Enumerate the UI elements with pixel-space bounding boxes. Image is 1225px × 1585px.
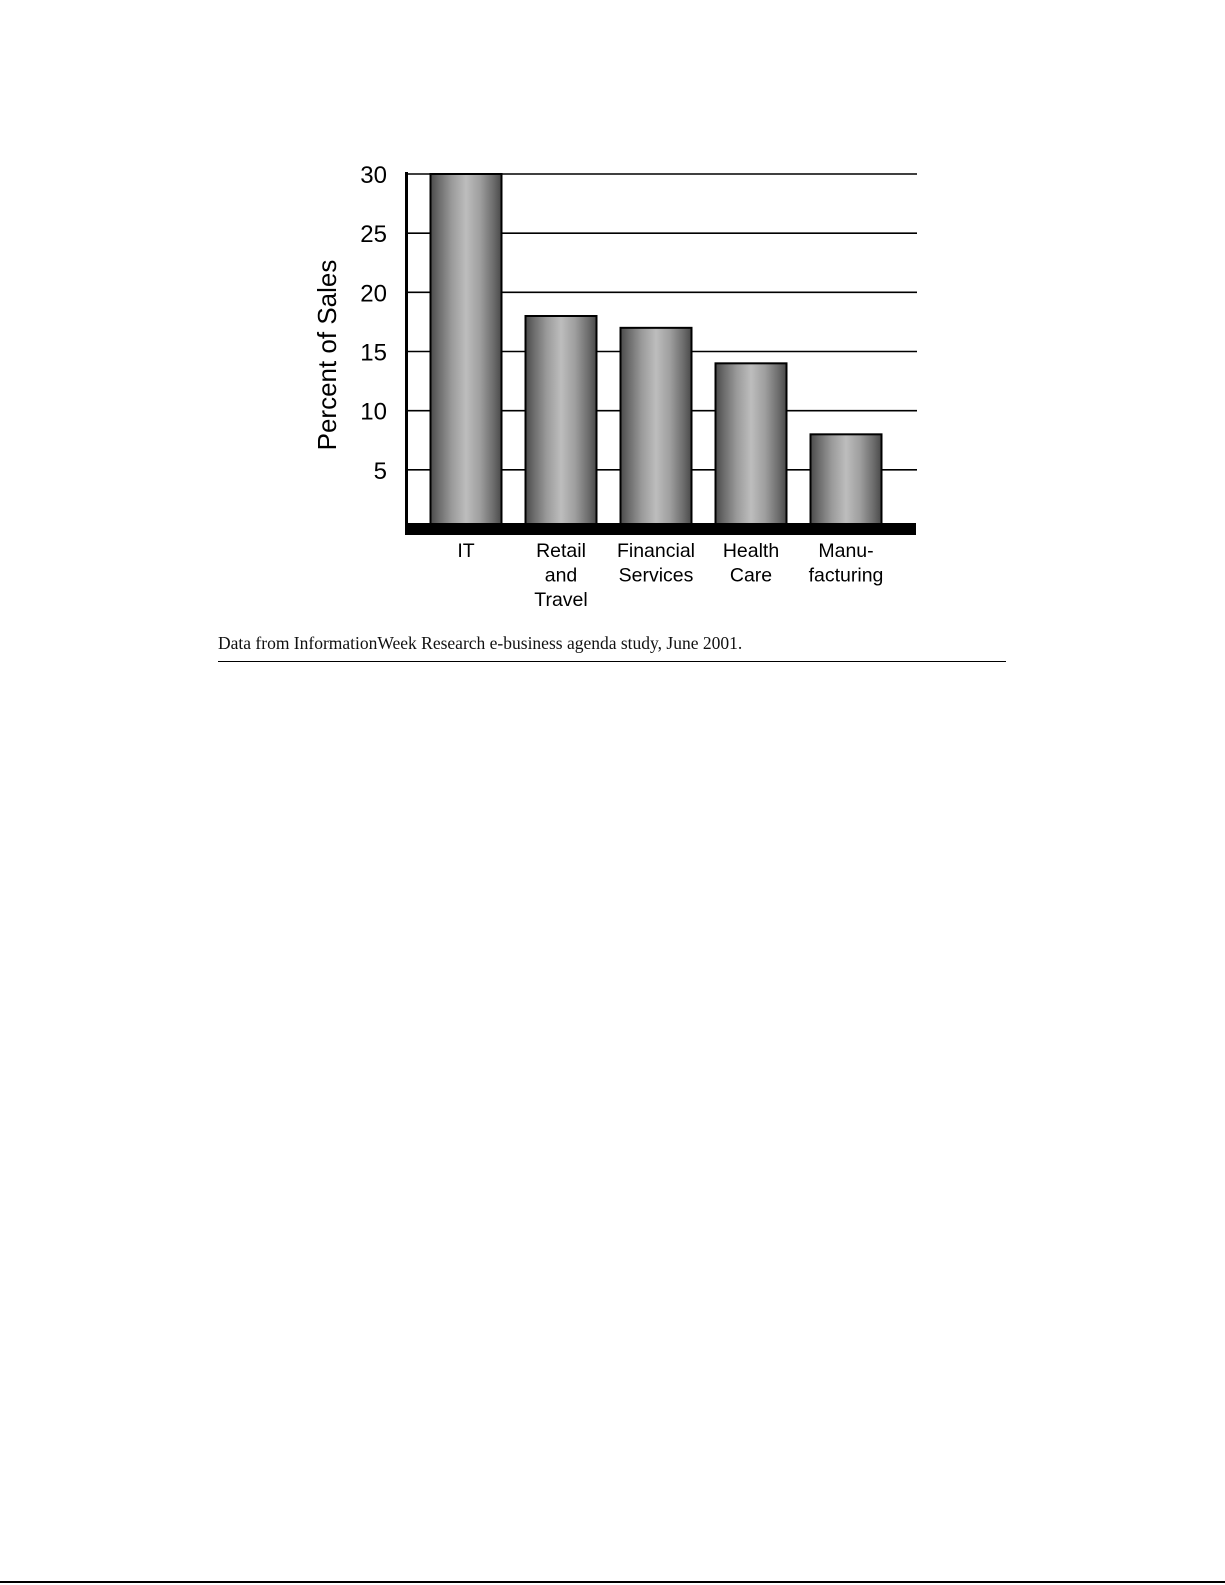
x-tick-label: Retail and Travel xyxy=(534,540,588,611)
caption-divider xyxy=(218,661,1006,662)
x-tick-label: Health Care xyxy=(722,540,780,587)
bar-chart xyxy=(0,0,1225,620)
y-tick-label: 15 xyxy=(360,339,387,367)
y-tick-label: 20 xyxy=(360,280,387,308)
page-bottom-border xyxy=(0,1581,1225,1583)
y-tick-label: 25 xyxy=(360,221,387,249)
x-tick-label: IT xyxy=(457,540,475,562)
x-tick-label: Financial Services xyxy=(616,540,696,587)
x-tick-labels xyxy=(457,540,883,611)
x-axis-baseline xyxy=(405,523,916,535)
y-tick-label: 5 xyxy=(373,457,387,485)
bar xyxy=(621,328,692,529)
y-tick-label: 30 xyxy=(360,162,387,189)
bar xyxy=(431,174,502,529)
bar xyxy=(526,316,597,529)
y-axis-label: Percent of Sales xyxy=(312,259,342,451)
x-tick-label: Manu-facturing xyxy=(808,540,884,587)
y-tick-labels xyxy=(360,162,387,485)
y-tick-label: 10 xyxy=(360,398,387,426)
figure-caption: Data from InformationWeek Research e-business agenda study, June 2001. xyxy=(218,633,743,653)
bar xyxy=(716,363,787,529)
bar xyxy=(811,434,882,529)
